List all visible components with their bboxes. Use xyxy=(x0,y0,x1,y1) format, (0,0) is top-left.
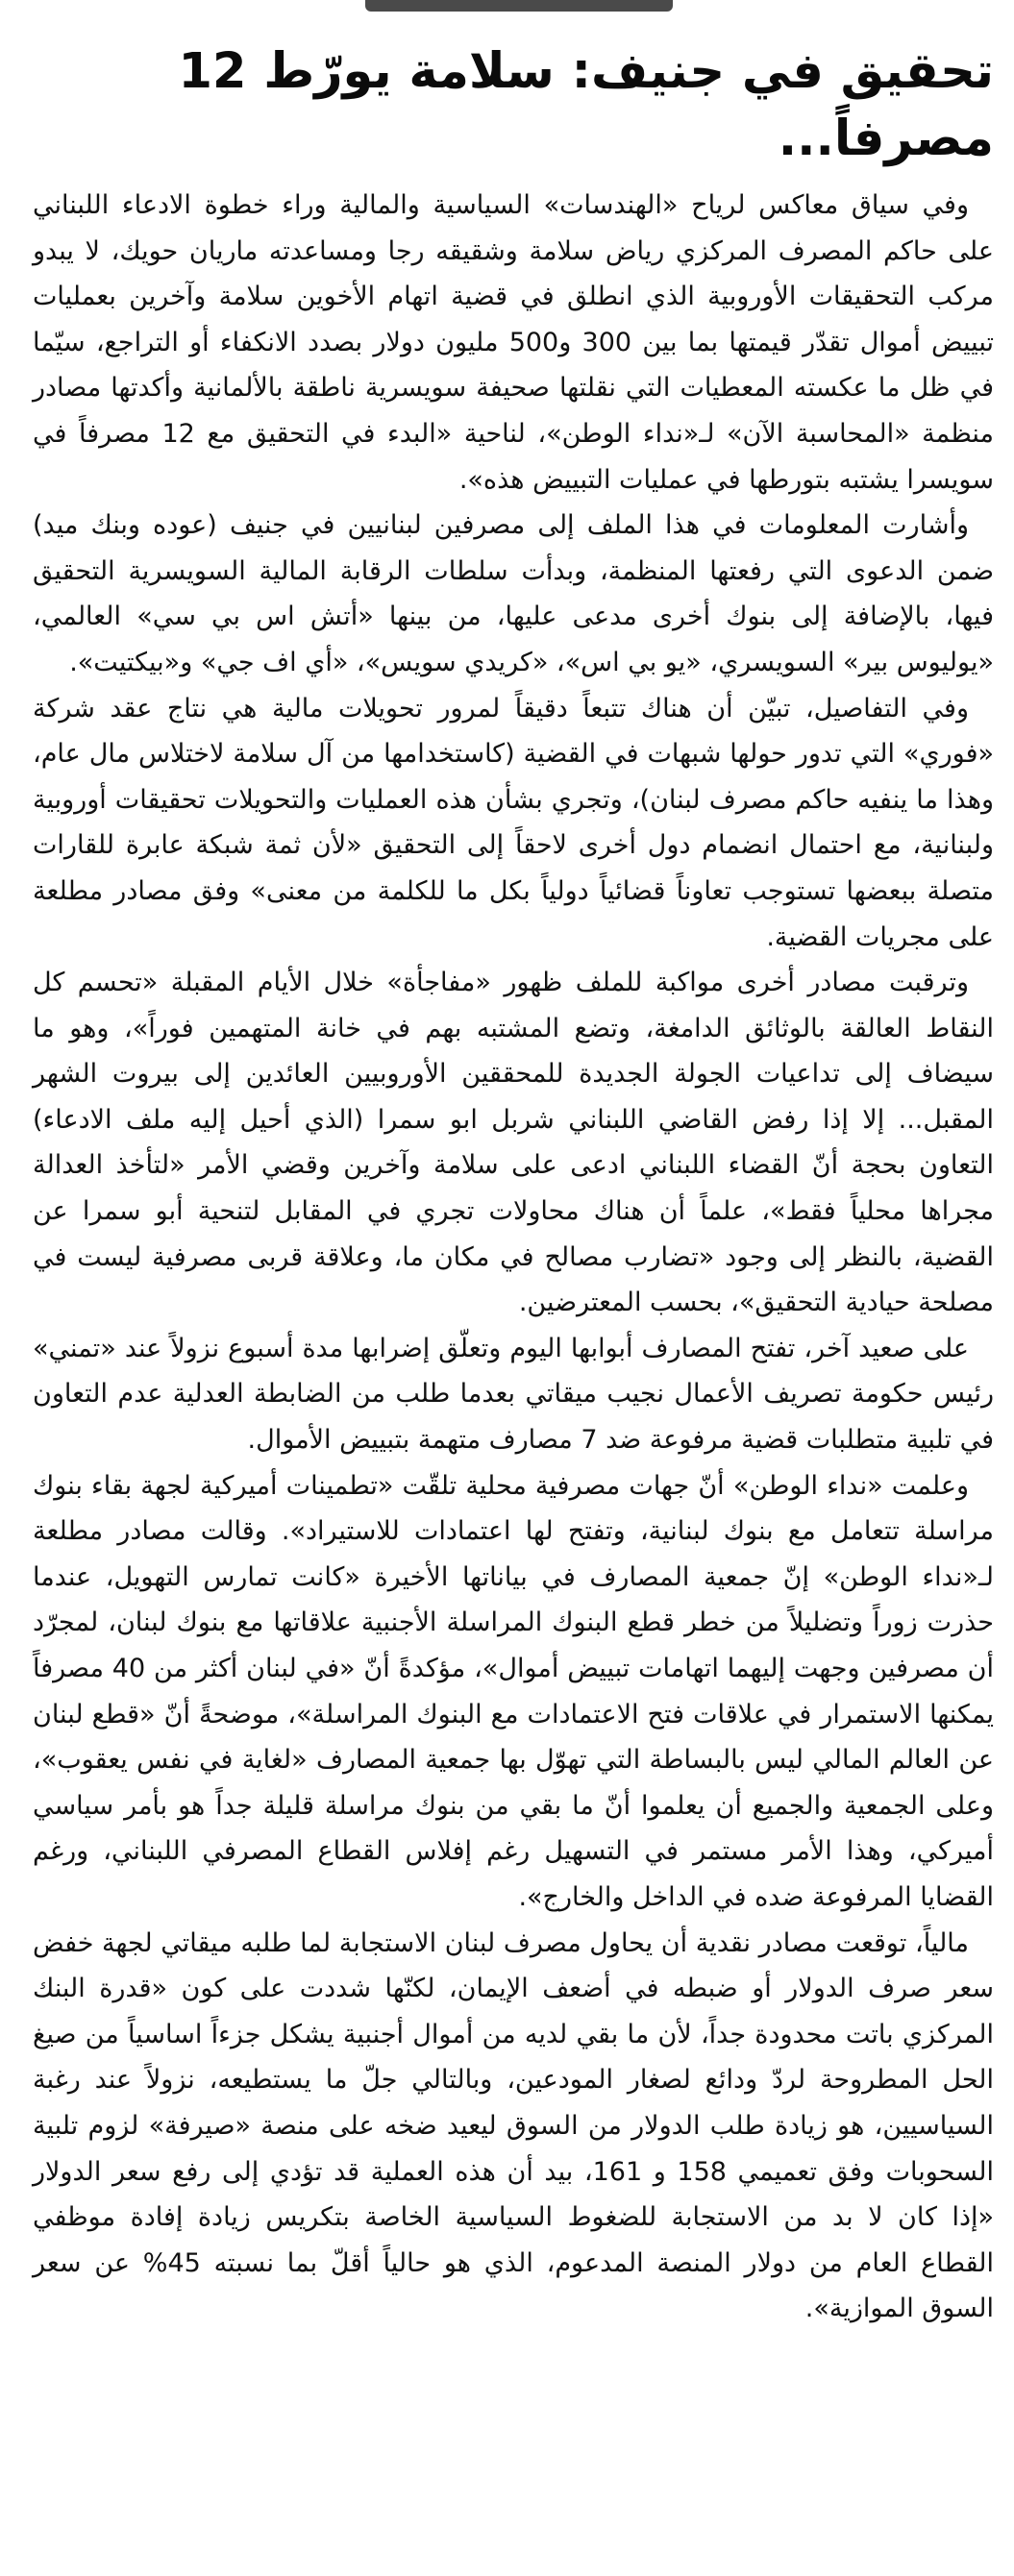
cropped-previous-line xyxy=(365,0,673,12)
article-paragraph: وأشارت المعلومات في هذا الملف إلى مصرفين لبنانيين في جنيف (عوده وبنك ميد) ضمن الدعوى التي رفعتها المنظمة، وبدأت سلطات الرقابة المالية السويسرية التحقيق فيها، بالإضافة إلى بنوك أخرى مدعى عليها، من بينها «أتش اس بي سي» العالمي، «يوليوس بير» السويسري، «يو بي اس»، «كريدي سويس»، «أي اف جي» و«بيكتيت». xyxy=(33,510,994,677)
article-paragraph: وعلمت «نداء الوطن» أنّ جهات مصرفية محلية تلقّت «تطمينات أميركية لجهة بقاء بنوك مراسلة تتعامل مع بنوك لبنانية، وتفتح لها اعتمادات للاستيراد». وقالت مصادر مطلعة لـ«نداء الوطن» إنّ جمعية المصارف في بياناتها الأخيرة «كانت تمارس التهويل، عندما حذرت زوراً وتضليلاً من خطر قطع البنوك المراسلة الأجنبية علاقاتها مع بنوك لبنان، لمجرّد أن مصرفين وجهت إليهما اتهامات تبييض أموال»، مؤكدةً أنّ «في لبنان أكثر من 40 مصرفاً يمكنها الاستمرار في علاقات فتح الاعتمادات مع البنوك المراسلة»، موضحةً أنّ «قطع لبنان عن العالم المالي ليس بالبساطة التي تهوّل بها جمعية المصارف «لغاية في نفس يعقوب»، وعلى الجمعية والجميع أن يعلموا أنّ ما بقي من بنوك مراسلة قليلة جداً هو بأمر سياسي أميركي، وهذا الأمر مستمر في التسهيل رغم إفلاس القطاع المصرفي اللبناني، ورغم القضايا المرفوعة ضده في الداخل والخارج». xyxy=(33,1470,994,1912)
article-paragraph: وفي سياق معاكس لرياح «الهندسات» السياسية والمالية وراء خطوة الادعاء اللبناني على حاكم المصرف المركزي رياض سلامة وشقيقه رجا ومساعدته ماريان حويك، لا يبدو مركب التحقيقات الأوروبية الذي انطلق في قضية اتهام الأخوين سلامة وآخرين بعمليات تبييض أموال تقدّر قيمتها بما بين 300 و500 مليون دولار بصدد الانكفاء أو التراجع، سيّما في ظل ما عكسته المعطيات التي نقلتها صحيفة سويسرية ناطقة بالألمانية وأكدتها مصادر منظمة «المحاسبة الآن» لـ«نداء الوطن»، لناحية «البدء في التحقيق مع 12 مصرفاً في سويسرا يشتبه بتورطها في عمليات التبييض هذه». xyxy=(33,190,995,495)
article-paragraph: على صعيد آخر، تفتح المصارف أبوابها اليوم وتعلّق إضرابها مدة أسبوع نزولاً عند «تمني» رئيس حكومة تصريف الأعمال نجيب ميقاتي بعدما طلب من الضابطة العدلية عدم التعاون في تلبية متطلبات قضية مرفوعة ضد 7 مصارف متهمة بتبييض الأموال. xyxy=(33,1333,994,1456)
article-paragraph: وفي التفاصيل، تبيّن أن هناك تتبعاً دقيقاً لمرور تحويلات مالية هي نتاج عقد شركة «فوري» التي تدور حولها شبهات في القضية (كاستخدامها من آل سلامة لاختلاس مال عام، وهذا ما ينفيه حاكم مصرف لبنان)، وتجري بشأن هذه العمليات والتحويلات تحقيقات أوروبية ولبنانية، مع احتمال انضمام دول أخرى لاحقاً إلى التحقيق «لأن ثمة شبكة عابرة للقارات متصلة ببعضها تستوجب تعاوناً قضائياً دولياً بكل ما للكلمة من معنى» وفق مصادر مطلعة على مجريات القضية. xyxy=(33,693,994,952)
article-paragraph: مالياً، توقعت مصادر نقدية أن يحاول مصرف لبنان الاستجابة لما طلبه ميقاتي لجهة خفض سعر صرف الدولار أو ضبطه في أضعف الإيمان، لكنّها شددت على كون «قدرة البنك المركزي باتت محدودة جداً، لأن ما بقي لديه من أموال أجنبية يشكل جزءاً اساسياً من صيغ الحل المطروحة لردّ ودائع لصغار المودعين، وبالتالي جلّ ما يستطيعه، نزولاً عند رغبة السياسيين، هو زيادة طلب الدولار من السوق ليعيد ضخه على منصة «صيرفة» لزوم تلبية السحوبات وفق تعميمي 158 و 161، بيد أن هذه العملية قد تؤدي إلى رفع سعر الدولار «إذا كان لا بد من الاستجابة للضغوط السياسية الخاصة بتكريس زيادة إفادة موظفي القطاع العام من دولار المنصة المدعوم، الذي هو حالياً أقلّ بما نسبته 45% عن سعر السوق الموازية». xyxy=(33,1927,994,2324)
article-paragraph: وترقبت مصادر أخرى مواكبة للملف ظهور «مفاجأة» خلال الأيام المقبلة «تحسم كل النقاط العالقة بالوثائق الدامغة، وتضع المشتبه بهم في خانة المتهمين فوراً»، وهو ما سيضاف إلى تداعيات الجولة الجديدة للمحققين الأوروبيين العائدين إلى بيروت الشهر المقبل... إلا إذا رفض القاضي اللبناني شربل ابو سمرا (الذي أحيل إليه ملف الادعاء) التعاون بحجة أنّ القضاء اللبناني ادعى على سلامة وآخرين وقضي الأمر «لتأخذ العدالة مجراها محلياً فقط»، علماً أن هناك محاولات تجري في المقابل لتنحية أبو سمرا عن القضية، بالنظر إلى وجود «تضارب مصالح في مكان ما، وعلاقة قربى مصرفية ليست في مصلحة حيادية التحقيق»، بحسب المعترضين. xyxy=(33,968,994,1318)
article-headline: تحقيق في جنيف: سلامة يورّط 12 مصرفاً... xyxy=(178,43,994,167)
news-article xyxy=(33,38,994,2332)
